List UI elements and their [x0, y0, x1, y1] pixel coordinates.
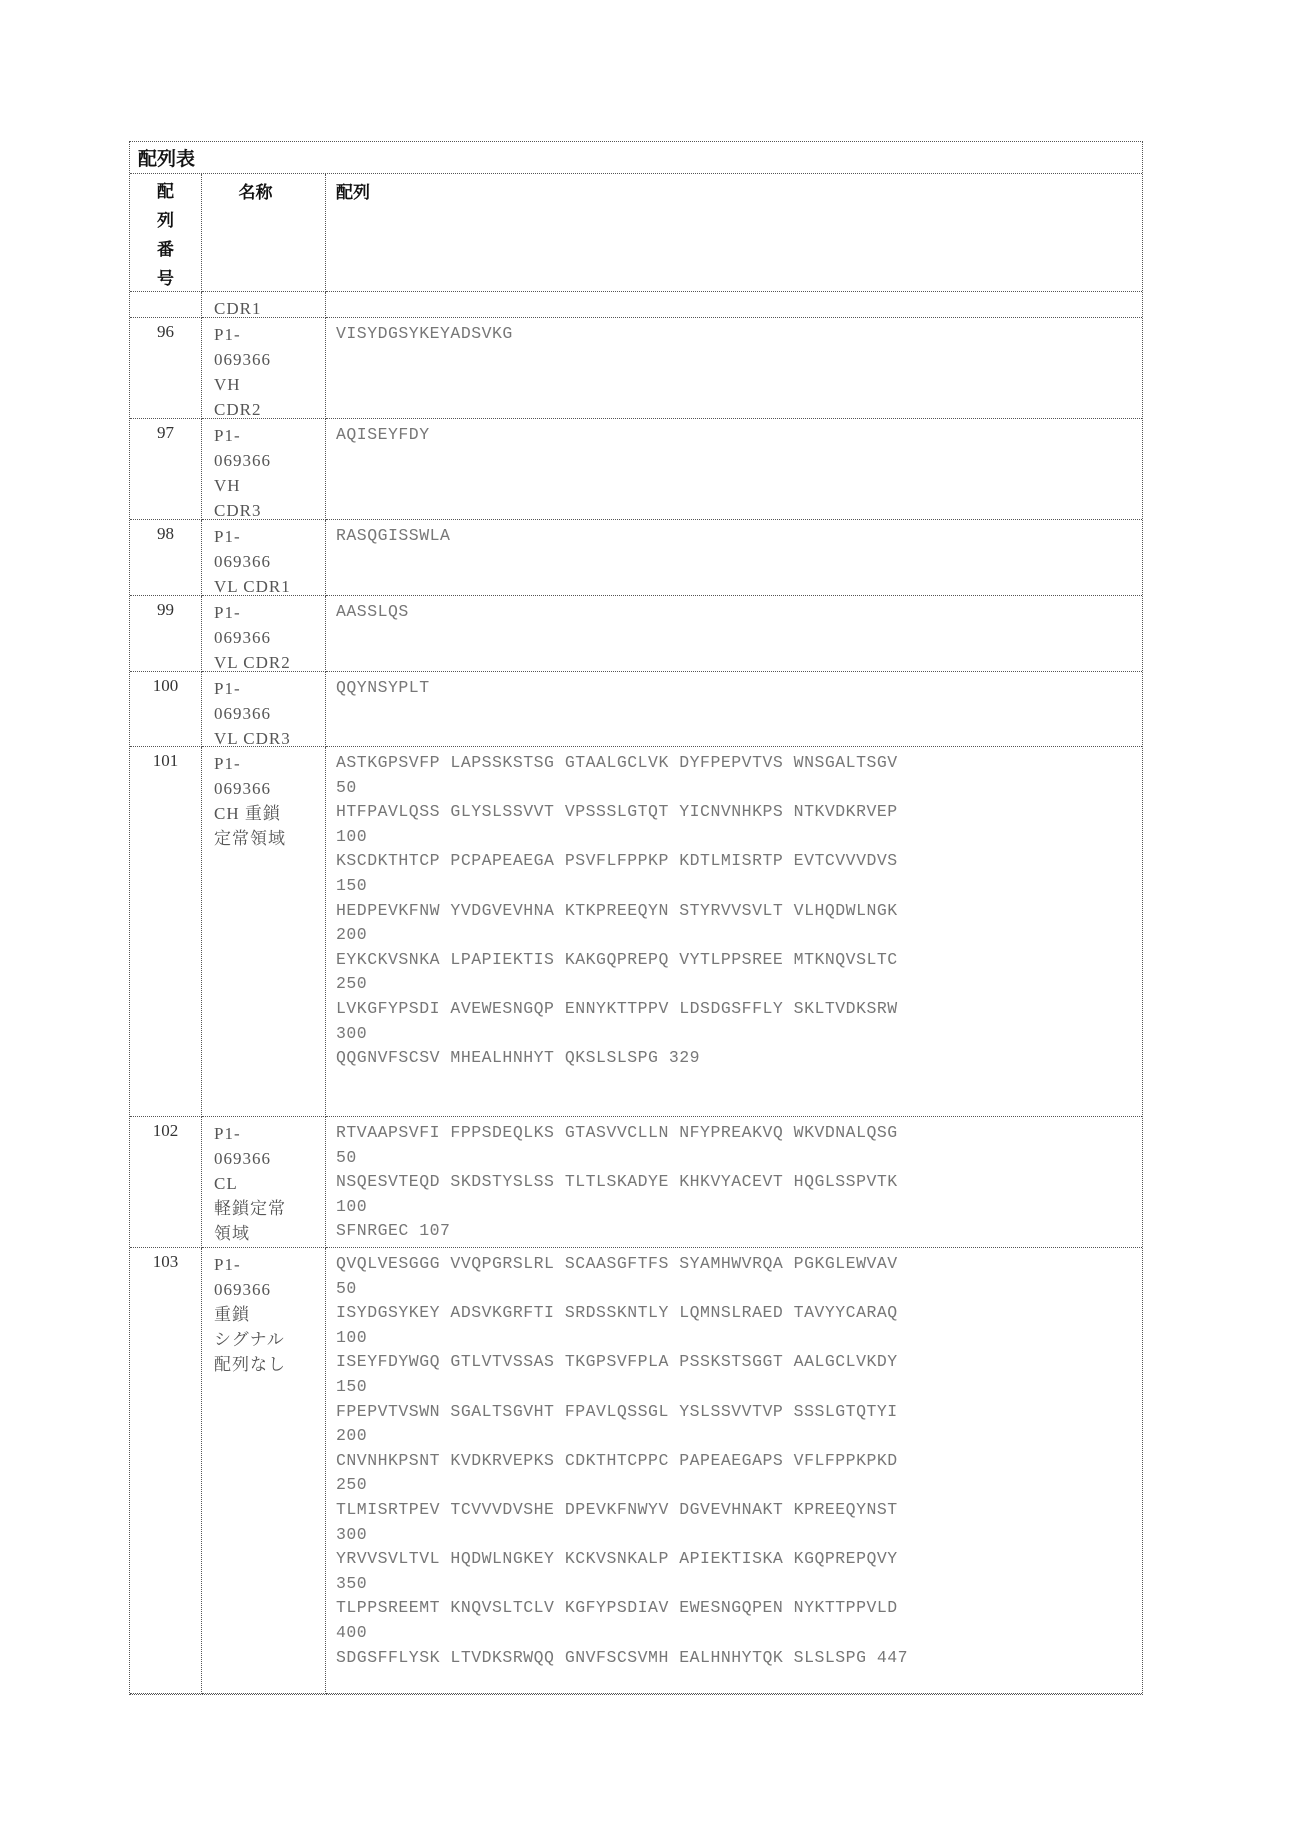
- name-line: 069366: [214, 779, 271, 798]
- name-cell: [202, 747, 326, 1117]
- seq-no-cell: 103: [130, 1248, 202, 1694]
- sequence-line: NSQESVTEQD SKDSTYSLSS TLTLSKADYE KHKVYACEVT HQGLSSPVTK: [336, 1172, 898, 1192]
- sequence-line: CNVNHKPSNT KVDKRVEPKS CDKTHTCPPC PAPEAEGAPS VFLFPPKPKD: [336, 1450, 898, 1470]
- name-cell: [202, 596, 326, 672]
- name-line: 069366: [214, 451, 271, 470]
- seq-no-cell: [130, 292, 202, 318]
- sequence-line: SFNRGEC 107: [336, 1221, 451, 1241]
- sequence-line: AASSLQS: [336, 602, 409, 621]
- name-line: P1-: [214, 325, 241, 344]
- sequence-cell: [326, 1117, 1142, 1248]
- sequence-line: TLPPSREEMT KNQVSLTCLV KGFYPSDIAV EWESNGQPEN NYKTTPPVLD: [336, 1598, 898, 1618]
- header-seq-no-char: 番: [157, 240, 174, 260]
- sequence-line: 50: [336, 1278, 357, 1298]
- sequence-line: 100: [336, 1196, 368, 1216]
- name-cell: [202, 672, 326, 747]
- name-line: 定常領域: [214, 829, 286, 848]
- seq-no-cell: 101: [130, 747, 202, 1117]
- header-sequence: 配列: [326, 174, 1142, 292]
- sequence-line: YRVVSVLTVL HQDWLNGKEY KCKVSNKALP APIEKTISKA KGQPREPQVY: [336, 1549, 898, 1569]
- name-line: 軽鎖定常: [214, 1199, 286, 1218]
- sequence-line: 150: [336, 1376, 368, 1396]
- name-cell: [202, 292, 326, 318]
- sequence-line: QQYNSYPLT: [336, 678, 430, 697]
- sequence-line: 200: [336, 925, 368, 945]
- seq-no-cell: 99: [130, 596, 202, 672]
- sequence-cell: [326, 1248, 1142, 1694]
- name-line: 069366: [214, 350, 271, 369]
- sequence-line: QVQLVESGGG VVQPGRSLRL SCAASGFTFS SYAMHWVRQA PGKGLEWVAV: [336, 1254, 898, 1273]
- sequence-line: 250: [336, 1475, 368, 1495]
- sequence-listing-table: [129, 141, 1143, 1695]
- name-line: VL CDR2: [214, 653, 291, 672]
- seq-no-cell: 100: [130, 672, 202, 747]
- sequence-cell: [326, 672, 1142, 747]
- name-line: P1-: [214, 1255, 241, 1274]
- name-line: VH: [214, 375, 241, 394]
- name-cell: [202, 520, 326, 596]
- sequence-cell: [326, 520, 1142, 596]
- name-line: CL: [214, 1174, 238, 1193]
- header-name: 名称: [202, 174, 326, 292]
- name-line: CDR3: [214, 501, 262, 520]
- seq-no-cell: 96: [130, 318, 202, 419]
- name-line: 069366: [214, 1149, 271, 1168]
- sequence-cell: [326, 318, 1142, 419]
- name-line: CDR1: [214, 299, 262, 318]
- header-seq-no-char: 号: [157, 269, 174, 289]
- sequence-line: RTVAAPSVFI FPPSDEQLKS GTASVVCLLN NFYPREAKVQ WKVDNALQSG: [336, 1123, 898, 1142]
- table-title-row: [130, 142, 1142, 174]
- sequence-line: ISEYFDYWGQ GTLVTVSSAS TKGPSVFPLA PSSKSTSGGT AALGCLVKDY: [336, 1352, 898, 1372]
- name-line: 069366: [214, 1280, 271, 1299]
- sequence-line: HEDPEVKFNW YVDGVEVHNA KTKPREEQYN STYRVVSVLT VLHQDWLNGK: [336, 900, 898, 920]
- seq-no-cell: 102: [130, 1117, 202, 1248]
- name-line: 重鎖: [214, 1305, 250, 1324]
- sequence-line: 100: [336, 1327, 368, 1347]
- table-title: 配列表: [138, 148, 196, 170]
- seq-no-cell: 97: [130, 419, 202, 520]
- sequence-line: ASTKGPSVFP LAPSSKSTSG GTAALGCLVK DYFPEPVTVS WNSGALTSGV: [336, 753, 898, 772]
- seq-no-cell: 98: [130, 520, 202, 596]
- name-line: P1-: [214, 679, 241, 698]
- sequence-line: RASQGISSWLA: [336, 526, 451, 545]
- sequence-line: AQISEYFDY: [336, 425, 430, 444]
- table-grid: [130, 174, 1142, 1694]
- sequence-line: 50: [336, 777, 357, 797]
- sequence-line: 400: [336, 1622, 368, 1642]
- sequence-line: 300: [336, 1023, 368, 1043]
- sequence-line: 200: [336, 1426, 368, 1446]
- sequence-line: 350: [336, 1573, 368, 1593]
- header-seq-no-char: 配: [157, 182, 174, 202]
- sequence-line: 50: [336, 1147, 357, 1167]
- name-line: CH 重鎖: [214, 804, 281, 823]
- name-line: 069366: [214, 628, 271, 647]
- header-seq-no-char: 列: [157, 211, 174, 231]
- name-line: 069366: [214, 704, 271, 723]
- sequence-cell: [326, 596, 1142, 672]
- name-line: CDR2: [214, 400, 262, 419]
- sequence-cell: [326, 292, 1142, 318]
- sequence-cell: [326, 747, 1142, 1117]
- sequence-line: 150: [336, 875, 368, 895]
- name-cell: [202, 318, 326, 419]
- name-line: 069366: [214, 552, 271, 571]
- sequence-line: 300: [336, 1524, 368, 1544]
- sequence-cell: [326, 419, 1142, 520]
- sequence-line: HTFPAVLQSS GLYSLSSVVT VPSSSLGTQT YICNVNHKPS NTKVDKRVEP: [336, 802, 898, 822]
- name-line: VL CDR1: [214, 577, 291, 596]
- sequence-line: EYKCKVSNKA LPAPIEKTIS KAKGQPREPQ VYTLPPSREE MTKNQVSLTC: [336, 949, 898, 969]
- name-line: P1-: [214, 426, 241, 445]
- name-line: P1-: [214, 527, 241, 546]
- sequence-line: FPEPVTVSWN SGALTSGVHT FPAVLQSSGL YSLSSVVTVP SSSLGTQTYI: [336, 1401, 898, 1421]
- name-line: VL CDR3: [214, 729, 291, 748]
- sequence-line: VISYDGSYKEYADSVKG: [336, 324, 513, 343]
- sequence-line: 250: [336, 974, 368, 994]
- sequence-line: ISYDGSYKEY ADSVKGRFTI SRDSSKNTLY LQMNSLRAED TAVYYCARAQ: [336, 1303, 898, 1323]
- sequence-line: SDGSFFLYSK LTVDKSRWQQ GNVFSCSVMH EALHNHYTQK SLSLSPG 447: [336, 1647, 909, 1667]
- sequence-line: LVKGFYPSDI AVEWESNGQP ENNYKTTPPV LDSDGSFFLY SKLTVDKSRW: [336, 998, 898, 1018]
- name-cell: [202, 1248, 326, 1694]
- sequence-line: 100: [336, 826, 368, 846]
- name-line: 配列なし: [214, 1355, 286, 1374]
- name-line: P1-: [214, 1124, 241, 1143]
- name-cell: [202, 419, 326, 520]
- name-line: VH: [214, 476, 241, 495]
- sequence-line: KSCDKTHTCP PCPAPEAEGA PSVFLFPPKP KDTLMISRTP EVTCVVVDVS: [336, 851, 898, 871]
- sequence-line: QQGNVFSCSV MHEALHNHYT QKSLSLSPG 329: [336, 1048, 701, 1068]
- name-line: P1-: [214, 754, 241, 773]
- name-line: 領域: [214, 1224, 250, 1243]
- sequence-line: TLMISRTPEV TCVVVDVSHE DPEVKFNWYV DGVEVHNAKT KPREEQYNST: [336, 1499, 898, 1519]
- name-line: P1-: [214, 603, 241, 622]
- name-cell: [202, 1117, 326, 1248]
- name-line: シグナル: [214, 1330, 285, 1349]
- header-seq-no: [130, 174, 202, 292]
